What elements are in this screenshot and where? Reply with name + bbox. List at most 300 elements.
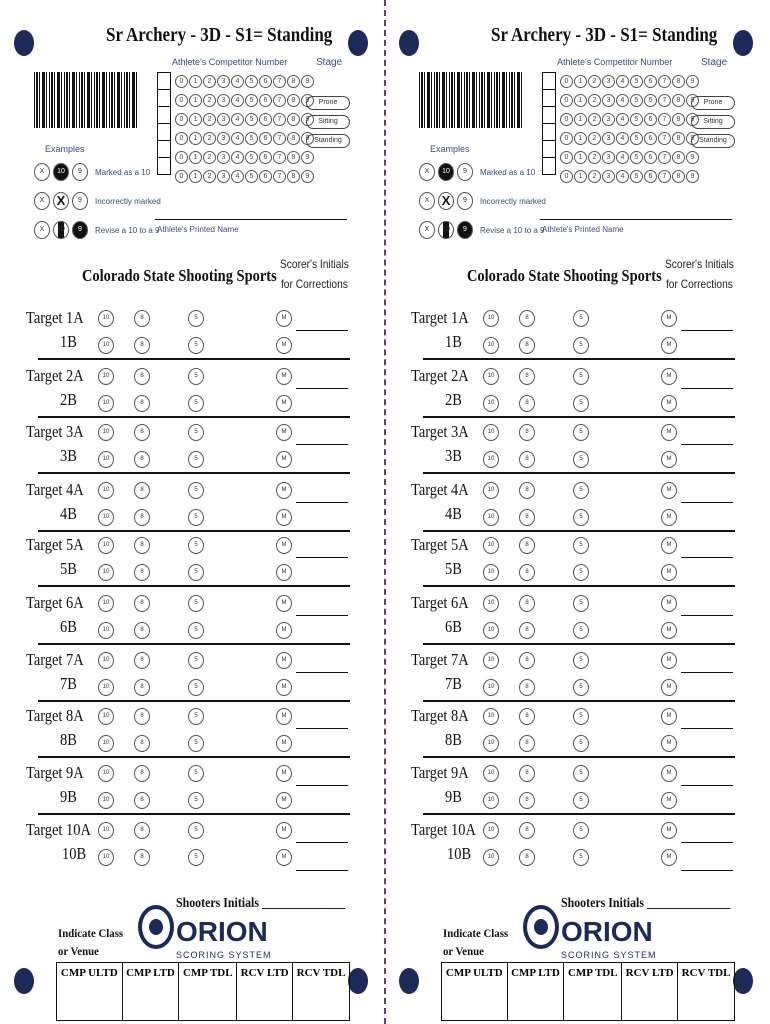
score-bubble-10[interactable]: 10: [98, 564, 114, 581]
score-bubble-5[interactable]: 5: [573, 509, 589, 526]
digit-bubble[interactable]: 9: [686, 170, 699, 183]
score-bubble-10[interactable]: 10: [98, 337, 114, 354]
score-bubble-5[interactable]: 5: [188, 395, 204, 412]
digit-bubble[interactable]: 7: [658, 151, 671, 164]
scorer-initials-line[interactable]: [296, 557, 348, 558]
digit-bubble[interactable]: 7: [273, 132, 286, 145]
digit-bubble[interactable]: 1: [574, 113, 587, 126]
digit-bubble[interactable]: 2: [588, 94, 601, 107]
score-bubble-5[interactable]: 5: [188, 564, 204, 581]
score-bubble-m[interactable]: M: [661, 509, 677, 526]
score-bubble-5[interactable]: 5: [188, 652, 204, 669]
digit-bubble[interactable]: 3: [217, 151, 230, 164]
stage-option-standing[interactable]: Standing: [691, 134, 735, 148]
score-bubble-m[interactable]: M: [276, 622, 292, 639]
score-bubble-8[interactable]: 8: [519, 679, 535, 696]
score-bubble-8[interactable]: 8: [519, 708, 535, 725]
score-bubble-5[interactable]: 5: [573, 822, 589, 839]
score-bubble-10[interactable]: 10: [98, 792, 114, 809]
digit-bubble[interactable]: 0: [560, 94, 573, 107]
score-bubble-10[interactable]: 10: [483, 679, 499, 696]
score-bubble-m[interactable]: M: [661, 337, 677, 354]
digit-bubble[interactable]: 8: [672, 132, 685, 145]
score-bubble-m[interactable]: M: [661, 310, 677, 327]
score-bubble-10[interactable]: 10: [483, 708, 499, 725]
score-bubble-5[interactable]: 5: [573, 735, 589, 752]
digit-bubble[interactable]: 5: [245, 170, 258, 183]
scorer-initials-line[interactable]: [296, 444, 348, 445]
score-bubble-8[interactable]: 8: [519, 395, 535, 412]
digit-bubble[interactable]: 3: [602, 75, 615, 88]
score-bubble-8[interactable]: 8: [134, 822, 150, 839]
score-bubble-m[interactable]: M: [276, 564, 292, 581]
digit-bubble[interactable]: 0: [175, 113, 188, 126]
digit-bubble[interactable]: 2: [588, 170, 601, 183]
score-bubble-8[interactable]: 8: [134, 622, 150, 639]
scorer-initials-line[interactable]: [681, 444, 733, 445]
digit-bubble[interactable]: 1: [189, 170, 202, 183]
class-option-cell[interactable]: RCV LTD: [622, 963, 678, 1021]
scorer-initials-line[interactable]: [681, 557, 733, 558]
score-bubble-5[interactable]: 5: [573, 765, 589, 782]
score-bubble-5[interactable]: 5: [188, 822, 204, 839]
score-bubble-5[interactable]: 5: [188, 310, 204, 327]
score-bubble-10[interactable]: 10: [98, 735, 114, 752]
score-bubble-m[interactable]: M: [276, 735, 292, 752]
score-bubble-8[interactable]: 8: [134, 451, 150, 468]
digit-bubble[interactable]: 4: [616, 170, 629, 183]
score-bubble-5[interactable]: 5: [188, 735, 204, 752]
digit-bubble[interactable]: 6: [644, 94, 657, 107]
digit-bubble[interactable]: 1: [574, 132, 587, 145]
class-option-cell[interactable]: RCV TDL: [678, 963, 735, 1021]
digit-bubble[interactable]: 0: [560, 170, 573, 183]
score-bubble-8[interactable]: 8: [519, 564, 535, 581]
scorer-initials-line[interactable]: [681, 388, 733, 389]
digit-bubble[interactable]: 7: [658, 132, 671, 145]
score-bubble-10[interactable]: 10: [98, 708, 114, 725]
digit-bubble[interactable]: 8: [287, 170, 300, 183]
digit-bubble[interactable]: 3: [602, 132, 615, 145]
digit-bubble[interactable]: 0: [175, 151, 188, 164]
score-bubble-m[interactable]: M: [661, 792, 677, 809]
digit-bubble[interactable]: 9: [301, 113, 314, 126]
digit-bubble[interactable]: 4: [616, 132, 629, 145]
digit-bubble[interactable]: 0: [560, 151, 573, 164]
score-bubble-10[interactable]: 10: [483, 595, 499, 612]
digit-bubble[interactable]: 1: [189, 132, 202, 145]
digit-bubble[interactable]: 5: [630, 75, 643, 88]
digit-bubble[interactable]: 5: [630, 132, 643, 145]
score-bubble-m[interactable]: M: [276, 537, 292, 554]
digit-bubble[interactable]: 6: [259, 75, 272, 88]
scorer-initials-line[interactable]: [296, 672, 348, 673]
score-bubble-5[interactable]: 5: [573, 368, 589, 385]
digit-bubble[interactable]: 5: [630, 113, 643, 126]
score-bubble-8[interactable]: 8: [519, 424, 535, 441]
digit-bubble[interactable]: 5: [245, 113, 258, 126]
score-bubble-8[interactable]: 8: [134, 679, 150, 696]
digit-bubble[interactable]: 6: [259, 132, 272, 145]
score-bubble-5[interactable]: 5: [573, 622, 589, 639]
digit-bubble[interactable]: 6: [259, 170, 272, 183]
digit-bubble[interactable]: 5: [245, 75, 258, 88]
digit-bubble[interactable]: 8: [287, 75, 300, 88]
score-bubble-10[interactable]: 10: [483, 310, 499, 327]
digit-bubble[interactable]: 7: [658, 170, 671, 183]
score-bubble-5[interactable]: 5: [188, 337, 204, 354]
digit-bubble[interactable]: 6: [644, 75, 657, 88]
score-bubble-5[interactable]: 5: [573, 395, 589, 412]
digit-bubble[interactable]: 4: [231, 94, 244, 107]
score-bubble-5[interactable]: 5: [188, 849, 204, 866]
class-option-cell[interactable]: CMP TDL: [564, 963, 622, 1021]
score-bubble-10[interactable]: 10: [98, 595, 114, 612]
digit-bubble[interactable]: 2: [588, 113, 601, 126]
score-bubble-10[interactable]: 10: [483, 622, 499, 639]
scorer-initials-line[interactable]: [296, 330, 348, 331]
class-option-cell[interactable]: RCV LTD: [237, 963, 293, 1021]
score-bubble-m[interactable]: M: [661, 537, 677, 554]
score-bubble-10[interactable]: 10: [483, 822, 499, 839]
score-bubble-10[interactable]: 10: [483, 735, 499, 752]
digit-bubble[interactable]: 9: [686, 151, 699, 164]
score-bubble-m[interactable]: M: [276, 708, 292, 725]
scorer-initials-line[interactable]: [296, 728, 348, 729]
digit-bubble[interactable]: 3: [602, 170, 615, 183]
digit-bubble[interactable]: 9: [301, 170, 314, 183]
score-bubble-10[interactable]: 10: [483, 424, 499, 441]
score-bubble-10[interactable]: 10: [483, 509, 499, 526]
digit-bubble[interactable]: 8: [672, 170, 685, 183]
score-bubble-m[interactable]: M: [276, 822, 292, 839]
score-bubble-m[interactable]: M: [661, 395, 677, 412]
score-bubble-5[interactable]: 5: [188, 595, 204, 612]
score-bubble-m[interactable]: M: [661, 424, 677, 441]
digit-bubble[interactable]: 2: [203, 75, 216, 88]
score-bubble-10[interactable]: 10: [98, 310, 114, 327]
score-bubble-10[interactable]: 10: [98, 679, 114, 696]
score-bubble-m[interactable]: M: [661, 652, 677, 669]
digit-bubble[interactable]: 8: [287, 113, 300, 126]
score-bubble-8[interactable]: 8: [134, 395, 150, 412]
score-bubble-5[interactable]: 5: [573, 482, 589, 499]
score-bubble-8[interactable]: 8: [134, 509, 150, 526]
score-bubble-m[interactable]: M: [276, 792, 292, 809]
score-bubble-m[interactable]: M: [276, 849, 292, 866]
digit-bubble[interactable]: 4: [231, 132, 244, 145]
digit-bubble[interactable]: 6: [259, 113, 272, 126]
score-bubble-5[interactable]: 5: [188, 451, 204, 468]
score-bubble-8[interactable]: 8: [519, 735, 535, 752]
score-bubble-8[interactable]: 8: [134, 708, 150, 725]
score-bubble-8[interactable]: 8: [134, 564, 150, 581]
digit-bubble[interactable]: 0: [175, 132, 188, 145]
score-bubble-5[interactable]: 5: [188, 792, 204, 809]
score-bubble-m[interactable]: M: [661, 708, 677, 725]
score-bubble-m[interactable]: M: [661, 849, 677, 866]
score-bubble-m[interactable]: M: [661, 822, 677, 839]
digit-bubble[interactable]: 4: [231, 113, 244, 126]
score-bubble-5[interactable]: 5: [188, 482, 204, 499]
digit-bubble[interactable]: 0: [560, 75, 573, 88]
digit-bubble[interactable]: 9: [301, 132, 314, 145]
score-bubble-10[interactable]: 10: [98, 849, 114, 866]
score-bubble-m[interactable]: M: [661, 564, 677, 581]
digit-bubble[interactable]: 5: [245, 132, 258, 145]
score-bubble-5[interactable]: 5: [188, 424, 204, 441]
score-bubble-10[interactable]: 10: [98, 765, 114, 782]
score-bubble-10[interactable]: 10: [98, 822, 114, 839]
digit-bubble[interactable]: 4: [616, 151, 629, 164]
digit-bubble[interactable]: 6: [259, 94, 272, 107]
scorer-initials-line[interactable]: [296, 388, 348, 389]
score-bubble-m[interactable]: M: [276, 424, 292, 441]
digit-bubble[interactable]: 9: [686, 132, 699, 145]
digit-bubble[interactable]: 0: [175, 94, 188, 107]
digit-bubble[interactable]: 5: [630, 170, 643, 183]
score-bubble-5[interactable]: 5: [188, 509, 204, 526]
digit-bubble[interactable]: 5: [630, 94, 643, 107]
score-bubble-10[interactable]: 10: [483, 482, 499, 499]
scorer-initials-line[interactable]: [296, 842, 348, 843]
digit-bubble[interactable]: 2: [203, 132, 216, 145]
score-bubble-10[interactable]: 10: [98, 537, 114, 554]
digit-bubble[interactable]: 6: [644, 170, 657, 183]
score-bubble-5[interactable]: 5: [573, 337, 589, 354]
score-bubble-8[interactable]: 8: [519, 849, 535, 866]
score-bubble-10[interactable]: 10: [483, 792, 499, 809]
digit-bubble[interactable]: 1: [574, 151, 587, 164]
score-bubble-5[interactable]: 5: [188, 622, 204, 639]
scorer-initials-line[interactable]: [296, 502, 348, 503]
score-bubble-8[interactable]: 8: [134, 537, 150, 554]
score-bubble-10[interactable]: 10: [483, 537, 499, 554]
score-bubble-m[interactable]: M: [661, 482, 677, 499]
score-bubble-m[interactable]: M: [661, 735, 677, 752]
score-bubble-5[interactable]: 5: [573, 310, 589, 327]
digit-bubble[interactable]: 2: [588, 75, 601, 88]
printed-name-line[interactable]: [155, 219, 347, 220]
class-option-cell[interactable]: CMP LTD: [122, 963, 179, 1021]
digit-bubble[interactable]: 0: [175, 75, 188, 88]
digit-bubble[interactable]: 7: [273, 113, 286, 126]
digit-bubble[interactable]: 4: [231, 75, 244, 88]
score-bubble-8[interactable]: 8: [519, 509, 535, 526]
score-bubble-10[interactable]: 10: [483, 849, 499, 866]
stage-option-prone[interactable]: Prone: [691, 96, 735, 110]
scorer-initials-line[interactable]: [681, 615, 733, 616]
digit-bubble[interactable]: 3: [602, 113, 615, 126]
score-bubble-5[interactable]: 5: [573, 652, 589, 669]
digit-bubble[interactable]: 0: [560, 113, 573, 126]
score-bubble-8[interactable]: 8: [519, 368, 535, 385]
score-bubble-m[interactable]: M: [276, 451, 292, 468]
digit-bubble[interactable]: 4: [616, 113, 629, 126]
scorer-initials-line[interactable]: [681, 842, 733, 843]
digit-bubble[interactable]: 7: [273, 94, 286, 107]
digit-bubble[interactable]: 1: [189, 75, 202, 88]
score-bubble-5[interactable]: 5: [573, 708, 589, 725]
scorer-initials-line[interactable]: [681, 330, 733, 331]
score-bubble-10[interactable]: 10: [98, 368, 114, 385]
score-bubble-m[interactable]: M: [661, 595, 677, 612]
digit-bubble[interactable]: 1: [574, 94, 587, 107]
stage-option-sitting[interactable]: Sitting: [691, 115, 735, 129]
score-bubble-m[interactable]: M: [276, 368, 292, 385]
digit-bubble[interactable]: 3: [217, 132, 230, 145]
digit-bubble[interactable]: 2: [203, 113, 216, 126]
score-bubble-8[interactable]: 8: [134, 735, 150, 752]
score-bubble-10[interactable]: 10: [98, 622, 114, 639]
digit-bubble[interactable]: 3: [217, 94, 230, 107]
digit-bubble[interactable]: 4: [616, 75, 629, 88]
scorer-initials-line[interactable]: [296, 785, 348, 786]
score-bubble-10[interactable]: 10: [483, 765, 499, 782]
score-bubble-5[interactable]: 5: [573, 595, 589, 612]
score-bubble-8[interactable]: 8: [519, 822, 535, 839]
digit-bubble[interactable]: 5: [630, 151, 643, 164]
digit-bubble[interactable]: 9: [686, 113, 699, 126]
score-bubble-8[interactable]: 8: [519, 792, 535, 809]
digit-bubble[interactable]: 6: [644, 151, 657, 164]
score-bubble-8[interactable]: 8: [519, 622, 535, 639]
digit-bubble[interactable]: 4: [231, 151, 244, 164]
digit-bubble[interactable]: 2: [203, 151, 216, 164]
digit-bubble[interactable]: 2: [588, 151, 601, 164]
scorer-initials-line[interactable]: [681, 785, 733, 786]
digit-bubble[interactable]: 3: [602, 151, 615, 164]
digit-bubble[interactable]: 3: [217, 75, 230, 88]
digit-bubble[interactable]: 7: [658, 113, 671, 126]
score-bubble-5[interactable]: 5: [573, 792, 589, 809]
digit-bubble[interactable]: 6: [644, 132, 657, 145]
score-bubble-8[interactable]: 8: [519, 337, 535, 354]
digit-bubble[interactable]: 7: [658, 75, 671, 88]
score-bubble-8[interactable]: 8: [519, 310, 535, 327]
score-bubble-m[interactable]: M: [276, 509, 292, 526]
scorer-initials-line[interactable]: [681, 672, 733, 673]
score-bubble-8[interactable]: 8: [134, 368, 150, 385]
digit-bubble[interactable]: 8: [672, 113, 685, 126]
score-bubble-10[interactable]: 10: [483, 337, 499, 354]
score-bubble-8[interactable]: 8: [134, 595, 150, 612]
digit-bubble[interactable]: 1: [574, 75, 587, 88]
digit-bubble[interactable]: 0: [175, 170, 188, 183]
score-bubble-m[interactable]: M: [276, 337, 292, 354]
score-bubble-m[interactable]: M: [661, 679, 677, 696]
digit-bubble[interactable]: 3: [217, 113, 230, 126]
digit-bubble[interactable]: 1: [189, 94, 202, 107]
score-bubble-10[interactable]: 10: [98, 424, 114, 441]
digit-bubble[interactable]: 2: [203, 94, 216, 107]
score-bubble-5[interactable]: 5: [188, 537, 204, 554]
score-bubble-5[interactable]: 5: [573, 564, 589, 581]
score-bubble-m[interactable]: M: [661, 765, 677, 782]
digit-bubble[interactable]: 2: [203, 170, 216, 183]
score-bubble-10[interactable]: 10: [483, 395, 499, 412]
score-bubble-10[interactable]: 10: [98, 509, 114, 526]
score-bubble-m[interactable]: M: [661, 368, 677, 385]
score-bubble-m[interactable]: M: [276, 765, 292, 782]
digit-bubble[interactable]: 8: [672, 75, 685, 88]
stage-option-standing[interactable]: Standing: [306, 134, 350, 148]
score-bubble-8[interactable]: 8: [519, 537, 535, 554]
digit-bubble[interactable]: 4: [231, 170, 244, 183]
score-bubble-m[interactable]: M: [661, 622, 677, 639]
score-bubble-5[interactable]: 5: [188, 679, 204, 696]
class-option-cell[interactable]: RCV TDL: [293, 963, 350, 1021]
score-bubble-8[interactable]: 8: [519, 482, 535, 499]
digit-bubble[interactable]: 3: [217, 170, 230, 183]
class-option-cell[interactable]: CMP ULTD: [57, 963, 123, 1021]
digit-bubble[interactable]: 8: [672, 94, 685, 107]
class-option-cell[interactable]: CMP ULTD: [442, 963, 508, 1021]
digit-bubble[interactable]: 0: [560, 132, 573, 145]
digit-bubble[interactable]: 7: [273, 75, 286, 88]
digit-bubble[interactable]: 1: [574, 170, 587, 183]
score-bubble-10[interactable]: 10: [98, 652, 114, 669]
score-bubble-m[interactable]: M: [276, 310, 292, 327]
score-bubble-10[interactable]: 10: [483, 564, 499, 581]
score-bubble-8[interactable]: 8: [134, 849, 150, 866]
score-bubble-8[interactable]: 8: [134, 337, 150, 354]
score-bubble-5[interactable]: 5: [573, 679, 589, 696]
score-bubble-10[interactable]: 10: [98, 395, 114, 412]
score-bubble-8[interactable]: 8: [134, 792, 150, 809]
digit-bubble[interactable]: 4: [616, 94, 629, 107]
class-option-cell[interactable]: CMP LTD: [507, 963, 564, 1021]
digit-bubble[interactable]: 6: [259, 151, 272, 164]
digit-bubble[interactable]: 7: [658, 94, 671, 107]
digit-bubble[interactable]: 9: [686, 75, 699, 88]
score-bubble-5[interactable]: 5: [573, 849, 589, 866]
score-bubble-8[interactable]: 8: [134, 765, 150, 782]
score-bubble-8[interactable]: 8: [134, 652, 150, 669]
score-bubble-m[interactable]: M: [276, 679, 292, 696]
score-bubble-10[interactable]: 10: [483, 652, 499, 669]
digit-bubble[interactable]: 7: [273, 170, 286, 183]
score-bubble-10[interactable]: 10: [98, 482, 114, 499]
digit-bubble[interactable]: 9: [301, 151, 314, 164]
digit-bubble[interactable]: 5: [245, 94, 258, 107]
score-bubble-m[interactable]: M: [276, 482, 292, 499]
score-bubble-5[interactable]: 5: [188, 368, 204, 385]
score-bubble-8[interactable]: 8: [519, 765, 535, 782]
stage-option-prone[interactable]: Prone: [306, 96, 350, 110]
score-bubble-5[interactable]: 5: [573, 537, 589, 554]
stage-option-sitting[interactable]: Sitting: [306, 115, 350, 129]
scorer-initials-line[interactable]: [681, 870, 733, 871]
score-bubble-8[interactable]: 8: [519, 451, 535, 468]
score-bubble-m[interactable]: M: [276, 652, 292, 669]
scorer-initials-line[interactable]: [296, 615, 348, 616]
digit-bubble[interactable]: 1: [189, 113, 202, 126]
printed-name-line[interactable]: [540, 219, 732, 220]
score-bubble-5[interactable]: 5: [188, 765, 204, 782]
score-bubble-8[interactable]: 8: [134, 482, 150, 499]
score-bubble-8[interactable]: 8: [519, 652, 535, 669]
score-bubble-5[interactable]: 5: [573, 424, 589, 441]
score-bubble-m[interactable]: M: [276, 595, 292, 612]
score-bubble-8[interactable]: 8: [134, 310, 150, 327]
scorer-initials-line[interactable]: [296, 870, 348, 871]
digit-bubble[interactable]: 8: [287, 132, 300, 145]
digit-bubble[interactable]: 3: [602, 94, 615, 107]
digit-bubble[interactable]: 9: [301, 75, 314, 88]
score-bubble-10[interactable]: 10: [98, 451, 114, 468]
score-bubble-m[interactable]: M: [661, 451, 677, 468]
